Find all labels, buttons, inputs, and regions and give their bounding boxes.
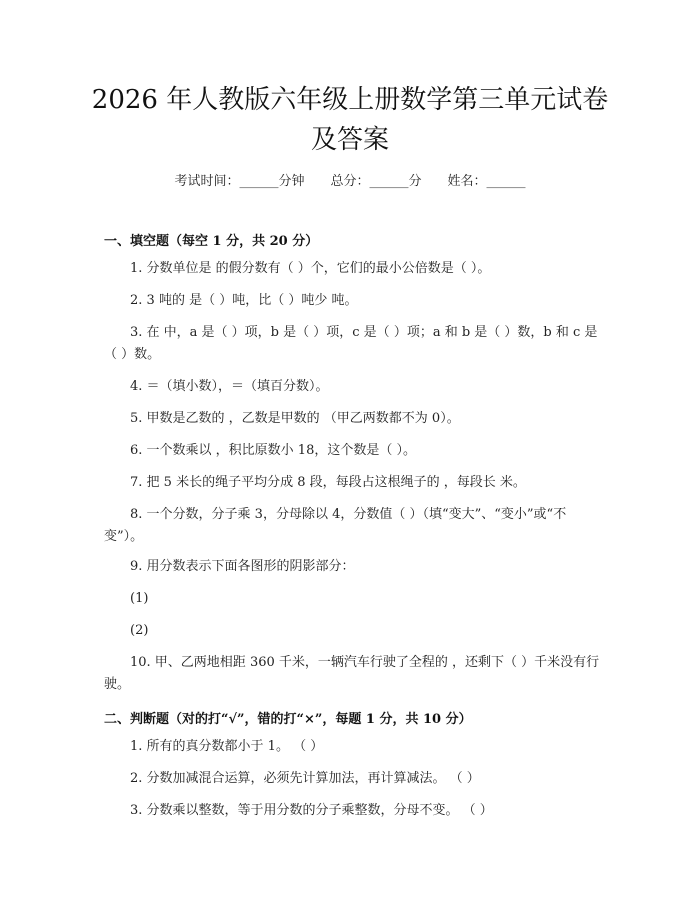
question-item: 1. 所有的真分数都小于 1。 （ ）	[130, 739, 324, 754]
figure-label: (2)	[130, 623, 149, 638]
section-fill-in-heading: 一、填空题（每空 1 分，共 20 分）	[104, 234, 319, 249]
question-item: 3. 在 中，a 是（ ）项，b 是（ ）项，c 是（ ）项；a 和 b 是（ ）数，b 和 c 是（ ）数。	[104, 325, 598, 362]
question-item: 3. 分数乘以整数，等于用分数的分子乘整数，分母不变。 （ ）	[130, 803, 493, 818]
student-name-field: 姓名：______	[447, 174, 526, 189]
figure-label: (1)	[130, 591, 149, 606]
section-true-false-heading: 二、判断题（对的打“√”，错的打“×”，每题 1 分，共 10 分）	[104, 712, 472, 727]
exam-title-line2: 及答案	[310, 125, 389, 155]
question-item: 2. 3 吨的 是（ ）吨，比（ ）吨少 吨。	[130, 293, 358, 308]
exam-time-field: 考试时间：______分钟	[174, 174, 305, 189]
question-item: 10. 甲、乙两地相距 360 千米，一辆汽车行驶了全程的 ，还剩下（ ）千米没有行驶。	[104, 655, 600, 692]
question-item: 7. 把 5 米长的绳子平均分成 8 段，每段占这根绳子的 ，每段长 米。	[130, 475, 526, 490]
exam-info-row	[0, 170, 700, 189]
question-item: 4. ＝（填小数），＝（填百分数）。	[130, 379, 329, 394]
total-score-field: 总分：______分	[330, 174, 422, 189]
question-item: 6. 一个数乘以 ，积比原数小 18，这个数是（ ）。	[130, 443, 416, 458]
question-item: 9. 用分数表示下面各图形的阴影部分：	[130, 559, 355, 574]
question-item: 5. 甲数是乙数的 ，乙数是甲数的 （甲乙两数都不为 0）。	[130, 411, 460, 426]
question-item: 1. 分数单位是 的假分数有（ ）个，它们的最小公倍数是（ ）。	[130, 261, 491, 276]
question-item: 8. 一个分数，分子乘 3，分母除以 4，分数值（ ）（填“变大”、“变小”或“不变”）。	[104, 507, 567, 544]
question-item: 2. 分数加减混合运算，必须先计算加法，再计算减法。 （ ）	[130, 771, 480, 786]
exam-title-line1: 2026 年人教版六年级上册数学第三单元试卷	[91, 85, 609, 115]
